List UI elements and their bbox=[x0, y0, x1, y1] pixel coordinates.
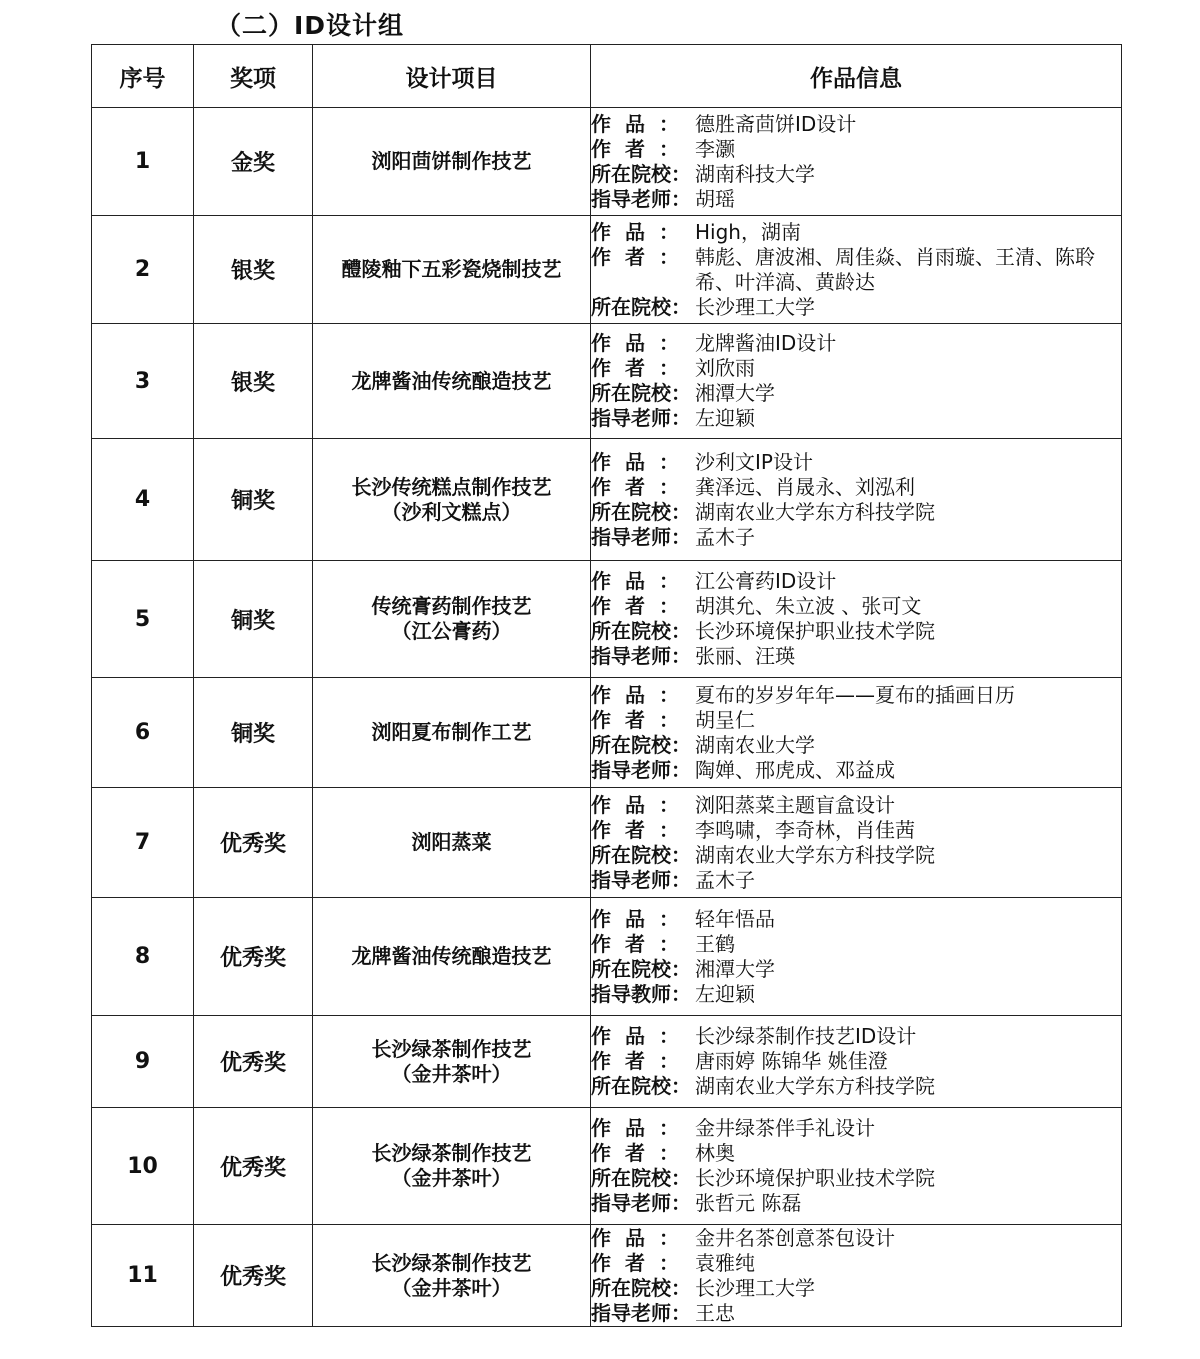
row-number: 4 bbox=[92, 439, 194, 561]
row-project bbox=[313, 439, 591, 561]
info-line bbox=[591, 475, 1121, 500]
row-info bbox=[591, 324, 1122, 439]
table-row bbox=[92, 216, 1122, 324]
info-label: 作 品 ： bbox=[591, 792, 679, 817]
info-line bbox=[591, 594, 1121, 619]
info-line bbox=[591, 619, 1121, 644]
info-value: 孟木子 bbox=[695, 867, 755, 892]
info-label: 作 品 ： bbox=[591, 1024, 679, 1048]
info-value: 湖南农业大学东方科技学院 bbox=[695, 1074, 935, 1098]
info-line bbox=[591, 644, 1121, 669]
project-line: 传统膏药制作技艺 bbox=[371, 594, 532, 618]
project-line: （江公膏药） bbox=[391, 619, 512, 643]
info-value: 浏阳蒸菜主题盲盒设计 bbox=[695, 792, 895, 817]
info-value: 陶婵、邢虎成、邓益成 bbox=[695, 757, 895, 782]
info-label: 作 者 ： bbox=[591, 136, 679, 161]
info-label: 指导老师： bbox=[591, 406, 691, 430]
info-line bbox=[591, 818, 1121, 843]
info-line bbox=[591, 295, 1121, 320]
row-number: 8 bbox=[92, 898, 194, 1016]
info-label: 所在院校： bbox=[591, 161, 691, 186]
info-line bbox=[591, 793, 1121, 818]
info-line bbox=[591, 1191, 1121, 1216]
info-value: High，湖南 bbox=[695, 219, 801, 244]
row-info bbox=[591, 898, 1122, 1016]
info-label: 指导老师： bbox=[591, 186, 691, 211]
info-line bbox=[591, 220, 1121, 245]
info-line bbox=[591, 708, 1121, 733]
info-line bbox=[591, 758, 1121, 783]
info-value: 金井名茶创意茶包设计 bbox=[695, 1225, 895, 1250]
info-value: 王鹤 bbox=[695, 931, 735, 956]
row-number: 10 bbox=[92, 1108, 194, 1225]
info-value: 龙牌酱油ID设计 bbox=[695, 331, 837, 355]
info-value: 韩彪、唐波湘、周佳焱、肖雨璇、王清、陈聆希、叶洋滈、黄龄达 bbox=[695, 244, 1095, 294]
info-line bbox=[591, 982, 1121, 1007]
row-info bbox=[591, 678, 1122, 788]
info-label: 作 者 ： bbox=[591, 356, 679, 380]
info-line bbox=[591, 957, 1121, 982]
row-project bbox=[313, 324, 591, 439]
info-line bbox=[591, 932, 1121, 957]
info-value: 张哲元 陈磊 bbox=[695, 1191, 802, 1215]
row-number: 1 bbox=[92, 108, 194, 216]
info-line bbox=[591, 137, 1121, 162]
header-project: 设计项目 bbox=[313, 45, 591, 108]
project-line: （金井茶叶） bbox=[391, 1061, 512, 1086]
info-label: 作 者 ： bbox=[591, 817, 679, 842]
info-value: 长沙环境保护职业技术学院 bbox=[695, 619, 935, 643]
row-award: 铜奖 bbox=[194, 561, 313, 678]
info-line bbox=[591, 1251, 1121, 1276]
row-project bbox=[313, 1225, 591, 1327]
table-row bbox=[92, 324, 1122, 439]
info-label: 作 者 ： bbox=[591, 1049, 679, 1073]
info-label: 指导老师： bbox=[591, 524, 691, 549]
info-value: 德胜斋茴饼ID设计 bbox=[695, 111, 857, 136]
info-value: 胡淇允、朱立波 、张可文 bbox=[695, 594, 922, 618]
row-info bbox=[591, 108, 1122, 216]
header-number: 序号 bbox=[92, 45, 194, 108]
project-line: 长沙绿茶制作技艺 bbox=[371, 1141, 532, 1165]
info-label: 作 者 ： bbox=[591, 594, 679, 618]
info-value: 林奥 bbox=[695, 1141, 735, 1165]
row-award: 金奖 bbox=[194, 108, 313, 216]
info-label: 指导老师： bbox=[591, 757, 691, 782]
row-number: 7 bbox=[92, 788, 194, 898]
info-label: 所在院校： bbox=[591, 381, 691, 405]
table-row bbox=[92, 1108, 1122, 1225]
info-value: 沙利文IP设计 bbox=[695, 449, 813, 474]
info-value: 刘欣雨 bbox=[695, 356, 755, 380]
info-line bbox=[591, 450, 1121, 475]
info-line bbox=[591, 331, 1121, 356]
row-info bbox=[591, 561, 1122, 678]
info-line bbox=[591, 1166, 1121, 1191]
info-line bbox=[591, 733, 1121, 758]
info-label: 作 者 ： bbox=[591, 244, 679, 269]
info-line bbox=[591, 187, 1121, 212]
info-value: 长沙环境保护职业技术学院 bbox=[695, 1166, 935, 1190]
info-label: 所在院校： bbox=[591, 1074, 691, 1098]
info-line bbox=[591, 683, 1121, 708]
info-line bbox=[591, 868, 1121, 893]
project-line: （沙利文糕点） bbox=[381, 499, 522, 524]
row-award: 优秀奖 bbox=[194, 898, 313, 1016]
info-line bbox=[591, 907, 1121, 932]
row-project bbox=[313, 216, 591, 324]
info-line bbox=[591, 1074, 1121, 1099]
section-title: （二）ID设计组 bbox=[216, 11, 405, 40]
info-value: 湖南科技大学 bbox=[695, 161, 815, 186]
info-value: 王忠 bbox=[695, 1300, 735, 1325]
table-body bbox=[92, 108, 1122, 1327]
info-line bbox=[591, 1116, 1121, 1141]
project-line: （金井茶叶） bbox=[391, 1275, 512, 1300]
info-line bbox=[591, 525, 1121, 550]
info-label: 作 品 ： bbox=[591, 682, 679, 707]
info-value: 轻年悟品 bbox=[695, 906, 775, 931]
table-row bbox=[92, 439, 1122, 561]
info-line bbox=[591, 356, 1121, 381]
info-label: 所在院校： bbox=[591, 294, 691, 319]
row-number: 2 bbox=[92, 216, 194, 324]
table-row bbox=[92, 678, 1122, 788]
row-award: 铜奖 bbox=[194, 439, 313, 561]
row-number: 9 bbox=[92, 1016, 194, 1108]
info-line bbox=[591, 843, 1121, 868]
info-label: 作 者 ： bbox=[591, 1250, 679, 1275]
info-label: 指导老师： bbox=[591, 1300, 691, 1325]
row-info bbox=[591, 788, 1122, 898]
info-label: 指导老师： bbox=[591, 1191, 691, 1215]
row-project bbox=[313, 678, 591, 788]
info-value: 张丽、汪瑛 bbox=[695, 644, 795, 668]
info-label: 作 者 ： bbox=[591, 1141, 679, 1165]
row-award: 铜奖 bbox=[194, 678, 313, 788]
info-value: 湖南农业大学 bbox=[695, 732, 815, 757]
row-number: 5 bbox=[92, 561, 194, 678]
info-label: 所在院校： bbox=[591, 956, 691, 981]
info-value: 胡呈仁 bbox=[695, 707, 755, 732]
info-line bbox=[591, 381, 1121, 406]
table-row bbox=[92, 1225, 1122, 1327]
info-value: 长沙理工大学 bbox=[695, 294, 815, 319]
table-row bbox=[92, 561, 1122, 678]
header-award: 奖项 bbox=[194, 45, 313, 108]
project-line: 浏阳夏布制作工艺 bbox=[371, 720, 532, 744]
info-label: 作 者 ： bbox=[591, 707, 679, 732]
info-label: 所在院校： bbox=[591, 1166, 691, 1190]
row-info bbox=[591, 1108, 1122, 1225]
info-label: 所在院校： bbox=[591, 842, 691, 867]
info-label: 作 品 ： bbox=[591, 569, 679, 593]
info-value: 湖南农业大学东方科技学院 bbox=[695, 499, 935, 524]
info-value: 龚泽远、肖晟永、刘泓利 bbox=[695, 474, 915, 499]
project-line: 浏阳蒸菜 bbox=[411, 830, 492, 854]
project-line: 龙牌酱油传统酿造技艺 bbox=[351, 368, 552, 393]
info-value: 左迎颖 bbox=[695, 981, 755, 1006]
header-row bbox=[92, 45, 1122, 108]
row-award: 优秀奖 bbox=[194, 788, 313, 898]
project-line: 浏阳茴饼制作技艺 bbox=[371, 149, 532, 173]
info-value: 孟木子 bbox=[695, 524, 755, 549]
info-line bbox=[591, 569, 1121, 594]
awards-table bbox=[91, 44, 1122, 1327]
info-value: 湖南农业大学东方科技学院 bbox=[695, 842, 935, 867]
row-info bbox=[591, 1016, 1122, 1108]
row-project bbox=[313, 1016, 591, 1108]
row-project bbox=[313, 561, 591, 678]
info-label: 作 品 ： bbox=[591, 449, 679, 474]
table-row bbox=[92, 898, 1122, 1016]
info-label: 作 品 ： bbox=[591, 219, 679, 244]
project-line: 长沙绿茶制作技艺 bbox=[371, 1036, 532, 1061]
table-row bbox=[92, 108, 1122, 216]
info-line bbox=[591, 1276, 1121, 1301]
info-line bbox=[591, 1141, 1121, 1166]
info-value: 湘潭大学 bbox=[695, 956, 775, 981]
header-info: 作品信息 bbox=[591, 45, 1122, 108]
info-value: 唐雨婷 陈锦华 姚佳澄 bbox=[695, 1049, 888, 1073]
info-line bbox=[591, 245, 1121, 295]
info-value: 左迎颖 bbox=[695, 406, 755, 430]
row-award: 优秀奖 bbox=[194, 1108, 313, 1225]
info-label: 作 品 ： bbox=[591, 906, 679, 931]
row-award: 银奖 bbox=[194, 324, 313, 439]
info-label: 作 者 ： bbox=[591, 474, 679, 499]
row-number: 3 bbox=[92, 324, 194, 439]
row-award: 优秀奖 bbox=[194, 1225, 313, 1327]
info-line bbox=[591, 1049, 1121, 1074]
row-info bbox=[591, 439, 1122, 561]
info-label: 指导教师： bbox=[591, 981, 691, 1006]
row-project bbox=[313, 1108, 591, 1225]
info-value: 夏布的岁岁年年——夏布的插画日历 bbox=[695, 682, 1015, 707]
info-line bbox=[591, 500, 1121, 525]
info-label: 所在院校： bbox=[591, 619, 691, 643]
info-line bbox=[591, 1226, 1121, 1251]
project-line: 龙牌酱油传统酿造技艺 bbox=[351, 944, 552, 968]
project-line: （金井茶叶） bbox=[391, 1166, 512, 1190]
info-line bbox=[591, 112, 1121, 137]
row-project bbox=[313, 108, 591, 216]
info-label: 所在院校： bbox=[591, 732, 691, 757]
info-label: 所在院校： bbox=[591, 499, 691, 524]
info-label: 指导老师： bbox=[591, 644, 691, 668]
info-value: 袁雅纯 bbox=[695, 1250, 755, 1275]
info-value: 李鸣啸，李奇林，肖佳茜 bbox=[695, 817, 915, 842]
info-line bbox=[591, 1301, 1121, 1326]
project-line: 长沙绿茶制作技艺 bbox=[371, 1250, 532, 1275]
info-label: 所在院校： bbox=[591, 1275, 691, 1300]
info-line bbox=[591, 406, 1121, 431]
info-label: 作 品 ： bbox=[591, 1225, 679, 1250]
info-value: 湘潭大学 bbox=[695, 381, 775, 405]
row-info bbox=[591, 1225, 1122, 1327]
project-line: 醴陵釉下五彩瓷烧制技艺 bbox=[341, 257, 562, 281]
row-award: 优秀奖 bbox=[194, 1016, 313, 1108]
info-label: 作 品 ： bbox=[591, 111, 679, 136]
info-value: 江公膏药ID设计 bbox=[695, 569, 837, 593]
table-row bbox=[92, 788, 1122, 898]
info-line bbox=[591, 162, 1121, 187]
info-value: 李灏 bbox=[695, 136, 735, 161]
row-number: 6 bbox=[92, 678, 194, 788]
info-label: 作 者 ： bbox=[591, 931, 679, 956]
row-info bbox=[591, 216, 1122, 324]
project-line: 长沙传统糕点制作技艺 bbox=[351, 474, 552, 499]
info-label: 指导老师： bbox=[591, 867, 691, 892]
info-label: 作 品 ： bbox=[591, 1116, 679, 1140]
row-project bbox=[313, 788, 591, 898]
info-value: 胡瑶 bbox=[695, 186, 735, 211]
info-label: 作 品 ： bbox=[591, 331, 679, 355]
info-value: 金井绿茶伴手礼设计 bbox=[695, 1116, 875, 1140]
table-row bbox=[92, 1016, 1122, 1108]
row-project bbox=[313, 898, 591, 1016]
row-number: 11 bbox=[92, 1225, 194, 1327]
info-line bbox=[591, 1024, 1121, 1049]
row-award: 银奖 bbox=[194, 216, 313, 324]
info-value: 长沙理工大学 bbox=[695, 1275, 815, 1300]
info-value: 长沙绿茶制作技艺ID设计 bbox=[695, 1024, 917, 1048]
